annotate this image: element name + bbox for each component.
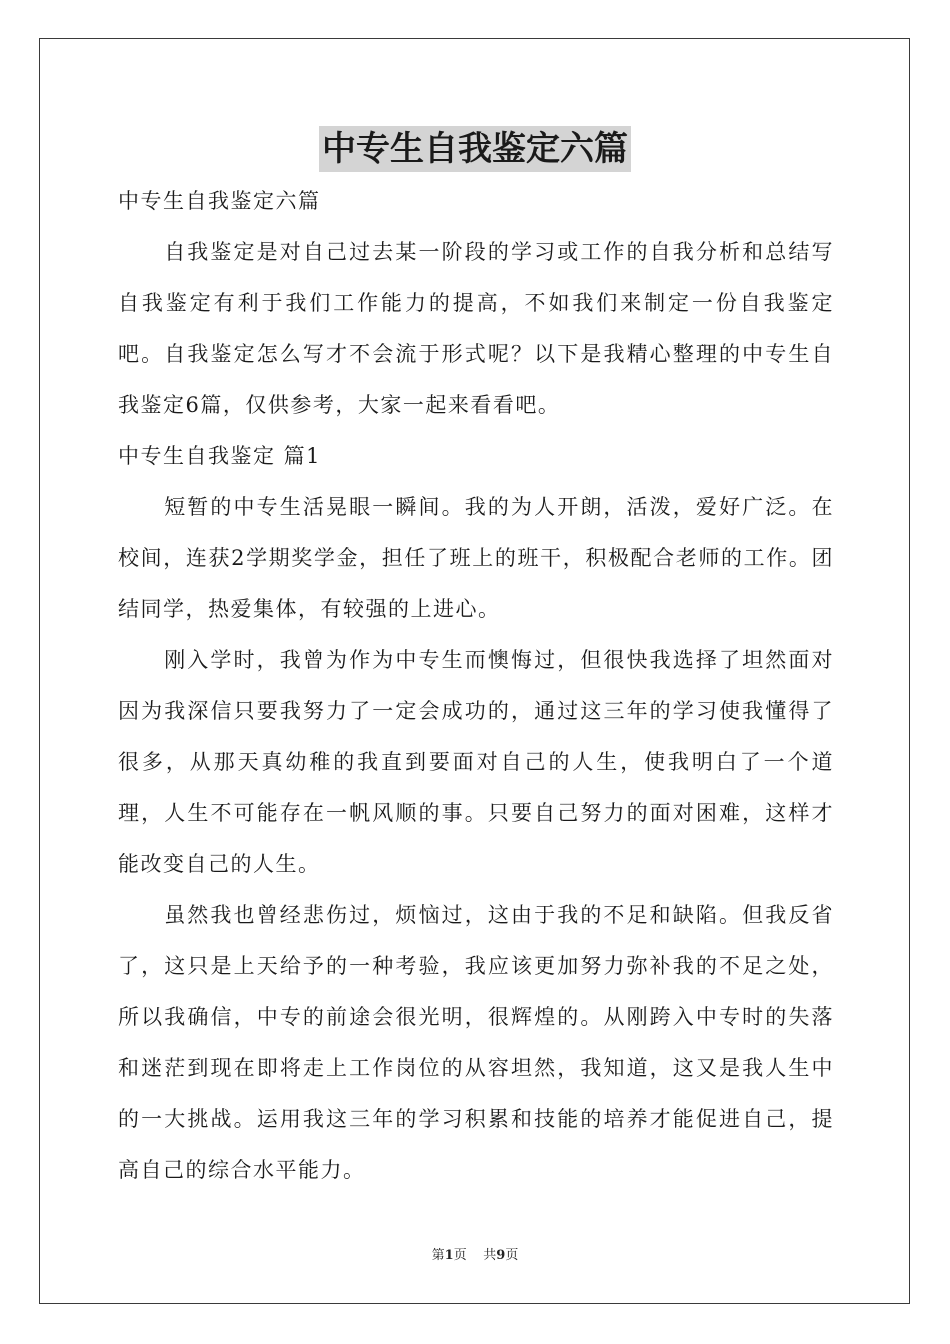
page-suffix: 页 xyxy=(453,1248,467,1263)
document-subtitle: 中专生自我鉴定六篇 xyxy=(118,189,321,213)
title-container xyxy=(0,126,950,172)
page-footer xyxy=(0,1247,950,1265)
body-paragraph-3: 虽然我也曾经悲伤过，烦恼过，这由于我的不足和缺陷。但我反省了，这只是上天给予的一种考验，我应该更加努力弥补我的不足之处，所以我确信，中专的前途会很光明，很辉煌的。从刚跨入中专时的失落和迷茫到现在即将走上工作岗位的从容坦然，我知道，这又是我人生中的一大挑战。运用我这三年的学习积累和技能的培养才能促进自己，提高自己的综合水平能力。 xyxy=(118,903,834,1182)
intro-paragraph: 自我鉴定是对自己过去某一阶段的学习或工作的自我分析和总结写自我鉴定有利于我们工作能力的提高，不如我们来制定一份自我鉴定吧。自我鉴定怎么写才不会流于形式呢？以下是我精心整理的中专生自我鉴定6篇，仅供参考，大家一起来看看吧。 xyxy=(118,240,834,417)
document-title: 中专生自我鉴定六篇 xyxy=(319,126,631,172)
body-paragraph-2: 刚入学时，我曾为作为中专生而懊悔过，但很快我选择了坦然面对因为我深信只要我努力了一定会成功的，通过这三年的学习使我懂得了很多，从那天真幼稚的我直到要面对自己的人生，使我明白了一个道理，人生不可能存在一帆风顺的事。只要自己努力的面对困难，这样才能改变自己的人生。 xyxy=(118,648,834,876)
page-current: 1 xyxy=(444,1248,454,1263)
document-body xyxy=(118,176,834,1196)
body-paragraph-1: 短暂的中专生活晃眼一瞬间。我的为人开朗，活泼，爱好广泛。在校间，连获2学期奖学金，担任了班上的班干，积极配合老师的工作。团结同学，热爱集体，有较强的上进心。 xyxy=(118,495,834,621)
total-suffix: 页 xyxy=(505,1248,519,1263)
page-prefix: 第 xyxy=(431,1248,445,1263)
total-prefix: 共 xyxy=(483,1248,497,1263)
page-total: 9 xyxy=(496,1248,506,1263)
section-heading: 中专生自我鉴定 篇1 xyxy=(118,444,322,468)
